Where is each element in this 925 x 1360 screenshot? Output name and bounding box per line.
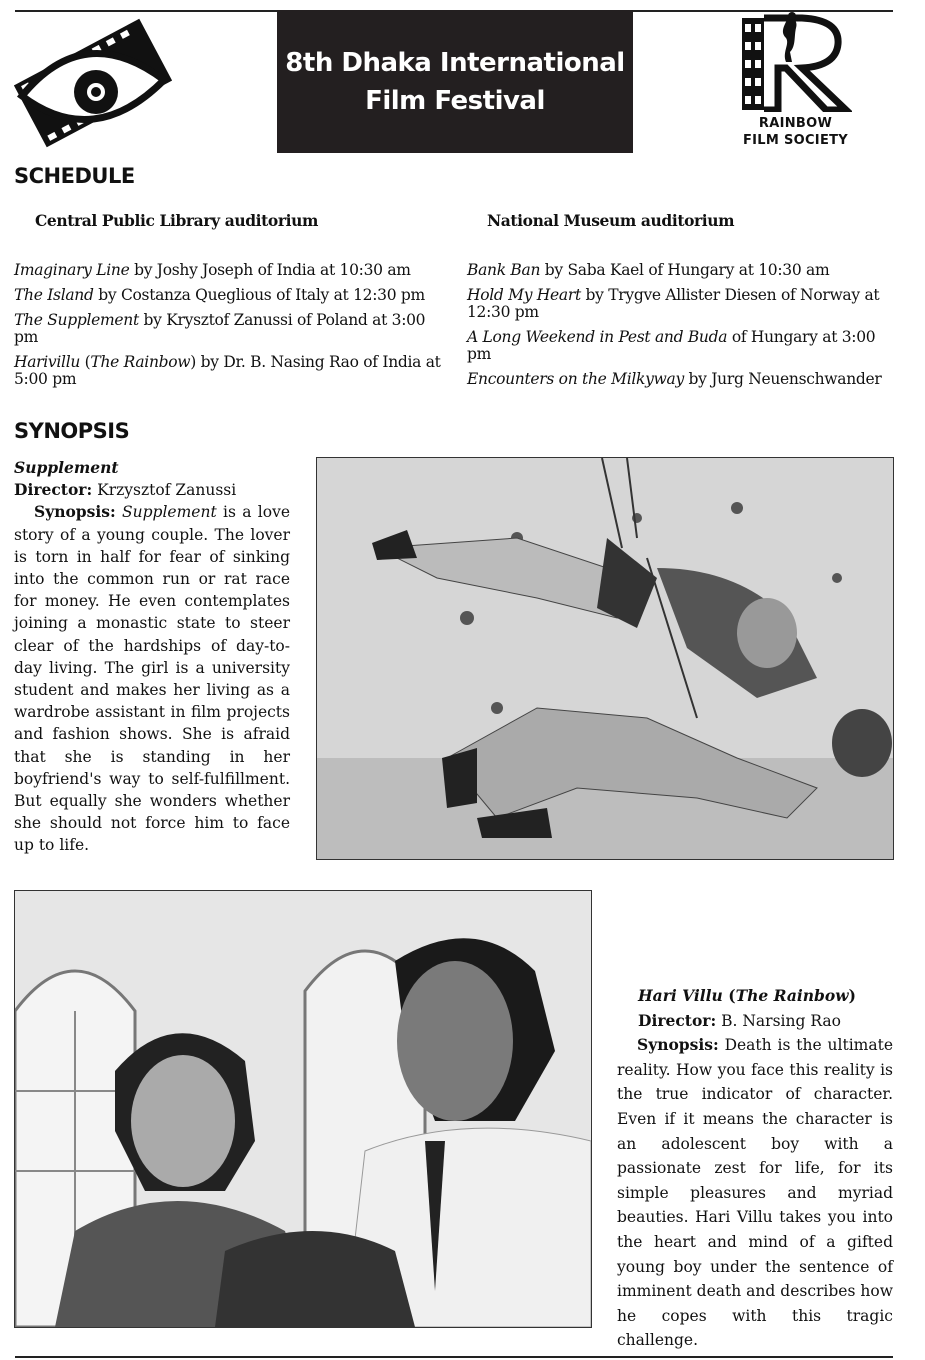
schedule-details: by Joshy Joseph of India at 10:30 am [129, 261, 411, 279]
schedule-item [467, 287, 895, 321]
schedule-item [467, 371, 895, 388]
schedule-left-list [14, 262, 442, 396]
synopsis-inline-title: Supplement [122, 503, 217, 522]
film-title: Hold My Heart [467, 286, 581, 304]
schedule-item [14, 287, 442, 304]
schedule-item [14, 312, 442, 346]
schedule-details: of Hungary at 3:00 pm [467, 328, 876, 363]
film-title: A Long Weekend in Pest and Buda [467, 328, 728, 346]
synopsis-hari-villu: Hari Villu (The Rainbow) Director: B. Narsing Rao Synopsis: Death is the ultimate reality. How you face this reality is the true indicator of character. Even if it means the character is an adolescent boy with a passionate zest for life, for its simple pleasures and myriad beauties. Hari Villu takes you into the heart and mind of a gifted young boy under the sentence of imminent death and describes how he copes with this tragic challenge. [617, 986, 893, 1350]
synopsis-label: Synopsis: [34, 502, 116, 522]
schedule-details: by Dr. B. Nasing Rao of India at 5:00 pm [14, 353, 441, 388]
festival-title-line-2: Film Festival [365, 85, 545, 116]
venue-right-heading: National Museum auditorium [487, 211, 735, 230]
schedule-heading: SCHEDULE [14, 164, 135, 188]
schedule-details: by Costanza Queglious of Italy at 12:30 pm [93, 286, 425, 304]
synopsis-label: Synopsis: [637, 1035, 719, 1055]
director-label: Director: [638, 1010, 717, 1030]
synopsis-text: is a love story of a young couple. The lover is torn in half for fear of sinking into the common run or rat race for money. He even contemplates joining a monastic state to steer clear of the hardships of day-to-day living. The girl is a university student and makes her living as a wardrobe assistant in film projects and fashion shows. She is afraid that she is standing in her boyfriend's way to self-fulfillment. But equally she wonders whether she should not force him to face up to life. [14, 503, 290, 855]
festival-title-line-1: 8th Dhaka International [285, 47, 625, 78]
schedule-details: by Saba Kael of Hungary at 10:30 am [540, 261, 830, 279]
synopsis-heading: SYNOPSIS [14, 419, 130, 443]
synopsis-text: Death is the ultimate reality. How you face this reality is the true indicator of character. Even if it means the character is an adolescent boy with a passionate zest for life, for its simple pleasures and myriad beauties. Hari Villu takes you into the heart and mind of a gifted young boy under the sentence of imminent death and describes how he copes with this tragic challenge. [617, 1036, 893, 1350]
director-label: Director: [14, 480, 93, 500]
rainbow-film-society-logo [740, 12, 852, 112]
synopsis-film-title-translation: The Rainbow [735, 986, 849, 1005]
film-title: Harivillu [14, 353, 81, 371]
director-name: B. Narsing Rao [716, 1011, 841, 1030]
hari-villu-film-still [14, 890, 592, 1328]
schedule-item [467, 329, 895, 363]
bottom-rule [15, 1356, 893, 1358]
schedule-details: by Jurg Neuenschwander [683, 370, 882, 388]
schedule-right-list [467, 262, 895, 396]
film-title: The Island [14, 286, 94, 304]
schedule-details: by Krysztof Zanussi of Poland at 3:00 pm [14, 311, 426, 346]
film-title: Imaginary Line [14, 261, 130, 279]
film-title-translation: The Rainbow [90, 353, 191, 371]
schedule-details: by Trygve Allister Diesen of Norway at 12:30 pm [467, 286, 880, 321]
supplement-film-still [316, 457, 894, 860]
schedule-item [14, 262, 442, 279]
synopsis-film-title: Supplement [14, 458, 119, 477]
society-name-line-2: FILM SOCIETY [742, 133, 849, 148]
schedule-item [467, 262, 895, 279]
synopsis-film-title: Hari Villu [638, 986, 723, 1005]
film-title: Encounters on the Milkyway [467, 370, 684, 388]
venue-left-heading: Central Public Library auditorium [35, 211, 318, 230]
festival-eye-logo [14, 10, 172, 156]
schedule-item: Harivillu (The Rainbow) by Dr. B. Nasing Rao of India at 5:00 pm [14, 353, 441, 388]
festival-title-banner [277, 10, 633, 153]
director-name: Krzysztof Zanussi [92, 481, 237, 500]
society-name [728, 115, 863, 149]
society-name-line-1: RAINBOW [758, 116, 833, 131]
film-title: Bank Ban [467, 261, 541, 279]
synopsis-supplement [14, 457, 290, 857]
film-title: The Supplement [14, 311, 139, 329]
